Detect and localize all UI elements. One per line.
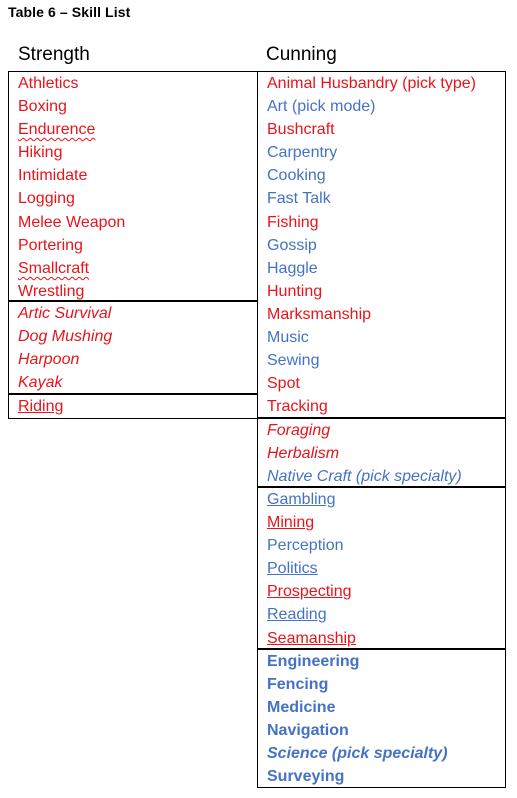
skill-label: Melee Weapon	[18, 213, 126, 231]
strength-group-2	[8, 301, 258, 394]
skill-item	[258, 164, 505, 187]
skill-item	[258, 534, 505, 557]
skill-item	[258, 419, 505, 442]
skill-item	[258, 72, 505, 95]
skill-item	[258, 303, 505, 326]
skill-item	[258, 395, 505, 418]
skill-label: Engineering	[267, 653, 360, 670]
skill-item	[9, 118, 257, 141]
skill-label: Harpoon	[18, 351, 80, 369]
cunning-group-1	[257, 71, 506, 418]
skill-label: Hunting	[267, 282, 323, 300]
skill-item	[258, 557, 505, 580]
skill-item	[258, 326, 505, 349]
strength-group-1	[8, 71, 258, 301]
skill-item	[9, 302, 257, 325]
skill-item	[9, 371, 257, 394]
skill-label: Prospecting	[267, 583, 352, 601]
skill-item	[258, 696, 505, 719]
skill-label: Navigation	[267, 722, 349, 740]
skill-label: Portering	[18, 236, 83, 254]
skill-label: Gossip	[267, 236, 317, 254]
skill-label: Riding	[18, 398, 64, 415]
skill-item	[9, 325, 257, 348]
cunning-group-2	[257, 418, 506, 487]
skill-label: Surveying	[267, 768, 345, 786]
skill-label: Fencing	[267, 676, 329, 694]
skill-label: Medicine	[267, 699, 336, 717]
cunning-group-4	[257, 649, 506, 788]
skill-item	[258, 511, 505, 534]
skill-item	[258, 349, 505, 372]
table-title: Table 6 – Skill List	[8, 4, 131, 20]
skill-label: Haggle	[267, 259, 318, 277]
skill-label: Fishing	[267, 213, 319, 231]
skill-label: Wrestling	[18, 282, 85, 300]
skill-label: Animal Husbandry (pick type)	[267, 75, 476, 92]
skill-item	[258, 442, 505, 465]
skill-label: Native Craft (pick specialty)	[267, 468, 462, 486]
skill-item	[258, 187, 505, 210]
skill-label: Kayak	[18, 374, 63, 392]
skill-label: Mining	[267, 514, 315, 532]
skill-item	[258, 742, 505, 765]
skill-item	[258, 488, 505, 511]
skill-label: Hiking	[18, 144, 63, 162]
skill-item	[258, 95, 505, 118]
skill-label: Sewing	[267, 352, 320, 370]
skill-item	[9, 95, 257, 118]
skill-label: Logging	[18, 190, 75, 208]
skill-label: Dog Mushing	[18, 328, 113, 346]
skill-item	[9, 257, 257, 280]
skill-label: Carpentry	[267, 144, 338, 162]
skill-label: Endurence	[18, 121, 96, 139]
skill-label: Fast Talk	[267, 190, 331, 208]
skill-label: Seamanship	[267, 629, 356, 647]
cunning-group-3	[257, 487, 506, 649]
skill-label: Art (pick mode)	[267, 98, 376, 116]
skill-item	[9, 234, 257, 257]
skill-item	[258, 234, 505, 257]
skill-item	[258, 627, 505, 650]
skill-item	[9, 211, 257, 234]
skill-item	[258, 719, 505, 742]
skill-label: Boxing	[18, 98, 67, 116]
skill-label: Gambling	[267, 491, 336, 508]
skill-label: Science (pick specialty)	[267, 745, 448, 763]
skill-item	[9, 348, 257, 371]
column-heading-cunning: Cunning	[266, 44, 337, 65]
skill-item	[9, 187, 257, 210]
skill-label: Intimidate	[18, 167, 88, 185]
skill-label: Spot	[267, 375, 300, 393]
skill-item	[258, 765, 505, 788]
strength-group-3	[8, 394, 258, 419]
skill-label: Bushcraft	[267, 121, 335, 139]
skill-item	[258, 141, 505, 164]
skill-item	[258, 603, 505, 626]
skill-label: Perception	[267, 537, 344, 555]
skill-item	[258, 257, 505, 280]
skill-item	[9, 141, 257, 164]
skill-label: Music	[267, 329, 309, 347]
skill-item	[9, 164, 257, 187]
skill-item	[258, 580, 505, 603]
skill-label: Politics	[267, 560, 318, 578]
skill-label: Foraging	[267, 422, 331, 439]
skill-item	[9, 72, 257, 95]
skill-item	[258, 211, 505, 234]
skill-label: Cooking	[267, 167, 326, 185]
skill-item	[258, 280, 505, 303]
skill-item	[258, 118, 505, 141]
skill-label: Reading	[267, 606, 327, 624]
skill-label: Athletics	[18, 75, 79, 92]
skill-label: Smallcraft	[18, 259, 90, 277]
skill-item	[258, 372, 505, 395]
skill-label: Marksmanship	[267, 305, 372, 323]
skill-item	[9, 280, 257, 303]
skill-item	[258, 673, 505, 696]
skill-item	[258, 650, 505, 673]
column-heading-strength: Strength	[18, 44, 90, 65]
skill-label: Tracking	[267, 398, 328, 416]
skill-label: Herbalism	[267, 445, 340, 463]
skill-item	[258, 465, 505, 488]
skill-item	[9, 395, 257, 418]
skill-label: Artic Survival	[18, 305, 112, 322]
